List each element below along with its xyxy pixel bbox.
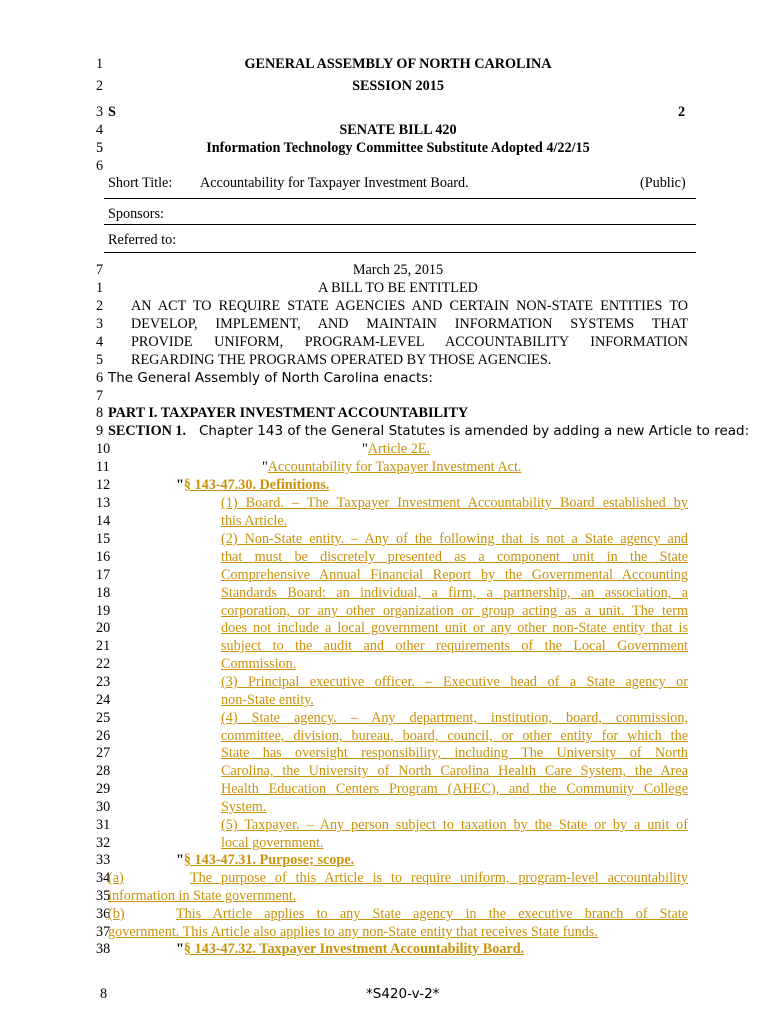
line-number: 18 xyxy=(96,585,111,601)
line-number: 2 xyxy=(96,78,104,94)
line-number: 25 xyxy=(96,710,111,726)
subsection-line: government. This Article also applies to any non-State entity that receives State funds. xyxy=(108,924,598,940)
subsection-line: information in State government. xyxy=(108,888,297,904)
line-number: 19 xyxy=(96,603,111,619)
section-heading-47-30: "§ 143-47.30. Definitions. xyxy=(176,477,330,493)
definition-line: Commission. xyxy=(221,656,297,672)
sponsors-label: Sponsors: xyxy=(108,206,164,222)
line-number: 33 xyxy=(96,852,111,868)
subsection-line: This Article applies to any State agency in the executive branch of State xyxy=(176,906,688,922)
definition-line: Comprehensive Annual Financial Report by the Governmental Accounting xyxy=(221,567,688,583)
line-number: 21 xyxy=(96,638,111,654)
line-number: 28 xyxy=(96,763,111,779)
assembly-heading: GENERAL ASSEMBLY OF NORTH CAROLINA xyxy=(244,56,552,72)
version-number: 2 xyxy=(678,104,686,120)
definition-line: (5) Taxpayer. – Any person subject to taxation by the State or by a unit of xyxy=(221,817,689,833)
section-heading-47-32: "§ 143-47.32. Taxpayer Investment Accountability Board. xyxy=(176,941,525,957)
line-number: 22 xyxy=(96,656,111,672)
line-number: 1 xyxy=(96,280,104,296)
line-number: 7 xyxy=(96,388,104,404)
definition-line: (1) Board. – The Taxpayer Investment Accountability Board established by xyxy=(221,495,688,511)
line-number: 27 xyxy=(96,745,111,761)
bill-number: SENATE BILL 420 xyxy=(339,122,457,138)
line-number: 17 xyxy=(96,567,111,583)
line-number: 10 xyxy=(96,441,111,457)
section-heading-47-31: "§ 143-47.31. Purpose; scope. xyxy=(176,852,355,868)
definition-line: Health Education Centers Program (AHEC), and the Community College xyxy=(221,781,688,797)
subsection-label: (a) xyxy=(108,870,124,886)
line-number: 7 xyxy=(96,262,104,278)
referred-label: Referred to: xyxy=(108,232,177,248)
line-number: 23 xyxy=(96,674,111,690)
section-text: Chapter 143 of the General Statutes is amended by adding a new Article to read: xyxy=(199,423,750,439)
definition-line: does not include a local government unit or any other non-State entity that is xyxy=(221,620,688,636)
line-number: 4 xyxy=(96,334,104,350)
line-number: 30 xyxy=(96,799,111,815)
definition-line: corporation, or any other organization or group acting as a unit. The term xyxy=(221,603,688,619)
line-number: 32 xyxy=(96,835,111,851)
line-number: 3 xyxy=(96,104,104,120)
act-title-line: REGARDING THE PROGRAMS OPERATED BY THOSE AGENCIES. xyxy=(131,352,552,368)
line-number: 6 xyxy=(96,370,104,386)
line-number: 37 xyxy=(96,924,111,940)
subsection-line: The purpose of this Article is to require uniform, program-level accountability xyxy=(190,870,688,886)
line-number: 20 xyxy=(96,620,111,636)
chamber-letter: S xyxy=(108,104,116,120)
filed-date: March 25, 2015 xyxy=(352,262,444,278)
article-heading: "Article 2E. xyxy=(362,441,431,457)
definition-line: Standards Board: an individual, a firm, a partnership, an association, a xyxy=(221,585,688,601)
line-number: 29 xyxy=(96,781,111,797)
line-number: 36 xyxy=(96,906,111,922)
definition-line: (4) State agency. – Any department, institution, board, commission, xyxy=(221,710,688,726)
definition-line: non-State entity. xyxy=(221,692,314,708)
line-number: 38 xyxy=(96,941,111,957)
article-title: "Accountability for Taxpayer Investment Act. xyxy=(262,459,522,475)
section-label: SECTION 1. xyxy=(108,423,187,439)
divider xyxy=(104,198,696,199)
definition-line: Carolina, the University of North Carolina Health Care System, the Area xyxy=(221,763,688,779)
divider xyxy=(104,252,696,253)
public-tag: (Public) xyxy=(640,175,686,191)
definition-line: subject to the audit and other requirements of the Local Government xyxy=(221,638,688,654)
line-number: 5 xyxy=(96,352,104,368)
definition-line: State has oversight responsibility, including The University of North xyxy=(221,745,688,761)
definition-line: (2) Non-State entity. – Any of the following that is not a State agency and xyxy=(221,531,689,547)
line-number: 34 xyxy=(96,870,111,886)
substitute-line: Information Technology Committee Substitute Adopted 4/22/15 xyxy=(206,140,590,156)
line-number: 5 xyxy=(96,140,104,156)
subsection-label: (b) xyxy=(108,906,125,922)
definition-line: committee, division, bureau, board, council, or other entity for which the xyxy=(221,728,688,744)
act-title-line: AN ACT TO REQUIRE STATE AGENCIES AND CERTAIN NON-STATE ENTITIES TO xyxy=(131,298,688,314)
line-number: 13 xyxy=(96,495,111,511)
bill-entitled: A BILL TO BE ENTITLED xyxy=(318,280,478,296)
act-title-line: DEVELOP, IMPLEMENT, AND MAINTAIN INFORMATION SYSTEMS THAT xyxy=(131,316,688,332)
line-number: 15 xyxy=(96,531,111,547)
short-title-label: Short Title: xyxy=(108,175,173,191)
line-number: 4 xyxy=(96,122,104,138)
line-number: 8 xyxy=(96,405,104,421)
page-number: 8 xyxy=(100,986,108,1002)
definition-line: that must be discretely presented as a component unit in the State xyxy=(221,549,688,565)
line-number: 24 xyxy=(96,692,111,708)
definition-line: this Article. xyxy=(221,513,288,529)
definition-line: System. xyxy=(221,799,267,815)
line-number: 9 xyxy=(96,423,104,439)
short-title: Accountability for Taxpayer Investment Board. xyxy=(200,175,469,191)
line-number: 6 xyxy=(96,158,104,174)
line-number: 1 xyxy=(96,56,104,72)
line-number: 35 xyxy=(96,888,111,904)
line-number: 2 xyxy=(96,298,104,314)
line-number: 3 xyxy=(96,316,104,332)
definition-line: (3) Principal executive officer. – Executive head of a State agency or xyxy=(221,674,688,690)
document-code: *S420-v-2* xyxy=(366,986,440,1002)
line-number: 12 xyxy=(96,477,111,493)
line-number: 16 xyxy=(96,549,111,565)
line-number: 14 xyxy=(96,513,111,529)
line-number: 26 xyxy=(96,728,111,744)
session-heading: SESSION 2015 xyxy=(352,78,444,94)
enacting-clause: The General Assembly of North Carolina enacts: xyxy=(108,370,433,386)
line-number: 11 xyxy=(96,459,110,475)
part-heading: PART I. TAXPAYER INVESTMENT ACCOUNTABILITY xyxy=(108,405,469,421)
act-title-line: PROVIDE UNIFORM, PROGRAM-LEVEL ACCOUNTABILITY INFORMATION xyxy=(131,334,688,350)
definition-line: local government. xyxy=(221,835,324,851)
line-number: 31 xyxy=(96,817,111,833)
divider xyxy=(104,224,696,225)
